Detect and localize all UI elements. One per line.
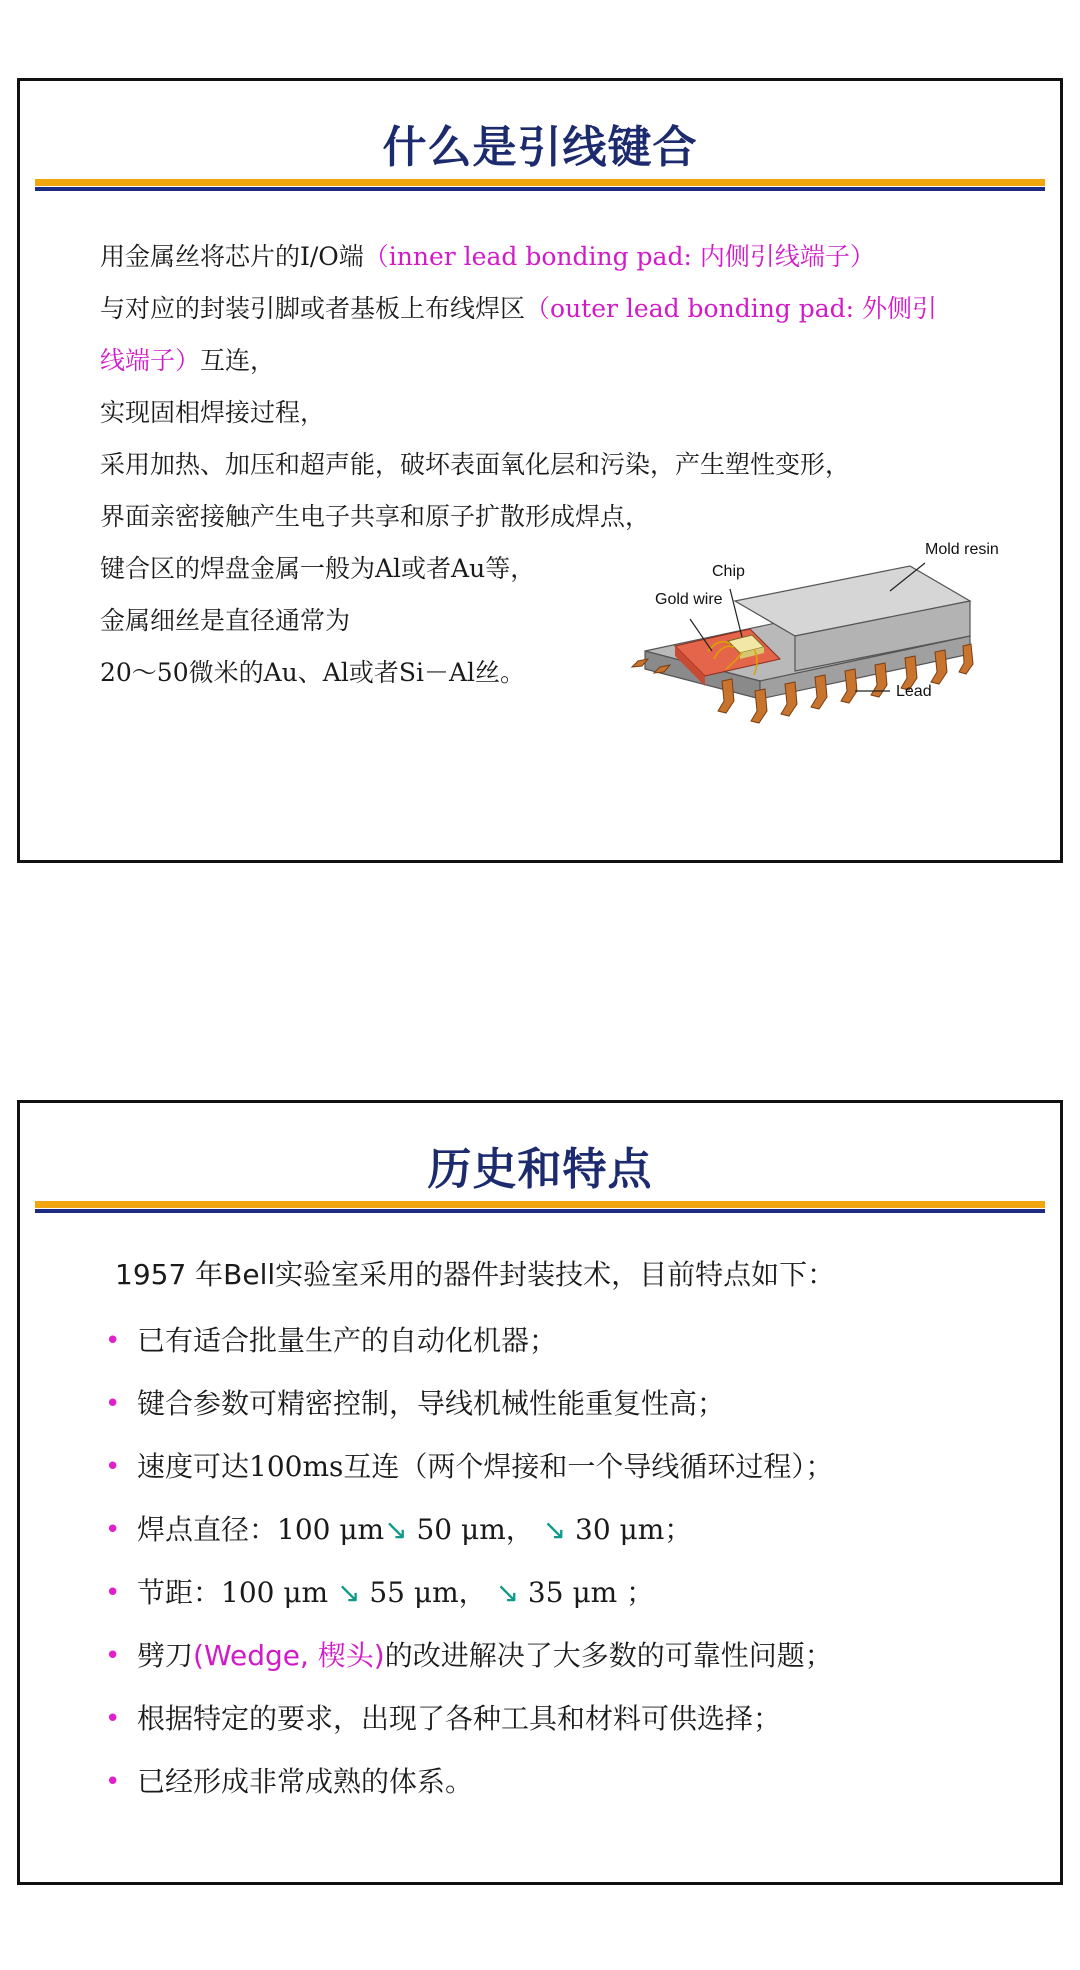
- title-divider: [35, 179, 1045, 191]
- chip-label: Chip: [712, 563, 745, 580]
- highlight-text: 线端子）: [100, 346, 201, 375]
- title-divider: [35, 1201, 1045, 1213]
- body-text: 用金属丝将芯片的I/O端: [100, 242, 364, 271]
- list-item-text: 35 μm ；: [519, 1576, 655, 1609]
- body-line: 键合区的焊盘金属一般为Al或者Au等，: [100, 554, 536, 583]
- slide-wire-bonding-definition: [17, 78, 1063, 863]
- list-item: [105, 1694, 1045, 1757]
- lead-label: Lead: [896, 683, 932, 700]
- list-item: [105, 1568, 1045, 1631]
- list-item-text: 劈刀: [137, 1639, 194, 1672]
- body-line: [100, 335, 1000, 387]
- list-item: [105, 1757, 1045, 1820]
- list-item-text: 键合参数可精密控制，导线机械性能重复性高；: [137, 1387, 726, 1420]
- bullet-icon: •: [105, 1578, 121, 1608]
- gold-wire-label: Gold wire: [655, 591, 723, 608]
- bullet-icon: •: [105, 1641, 121, 1671]
- arrow-down-right-icon: ↘: [384, 1513, 408, 1546]
- list-item-text: 55 μm，: [360, 1576, 496, 1609]
- list-item: [105, 1316, 1045, 1379]
- feature-list: [105, 1316, 1045, 1820]
- ic-package-illustration: [630, 541, 1030, 741]
- body-line: [100, 283, 1000, 335]
- arrow-down-right-icon: ↘: [337, 1576, 361, 1609]
- list-item-text: 焊点直径：100 μm: [137, 1513, 385, 1546]
- bullet-icon: •: [105, 1452, 121, 1482]
- list-item: [105, 1442, 1045, 1505]
- bullet-icon: •: [105, 1767, 121, 1797]
- highlight-text: (Wedge, 楔头): [193, 1639, 385, 1672]
- list-item-text: 已有适合批量生产的自动化机器；: [137, 1324, 558, 1357]
- intro-line: 1957 年Bell实验室采用的器件封装技术，目前特点如下：: [115, 1258, 836, 1291]
- ic-package-diagram: [630, 541, 1030, 741]
- body-line: 采用加热、加压和超声能，破坏表面氧化层和污染，产生塑性变形，: [100, 450, 851, 479]
- list-item-text: 的改进解决了大多数的可靠性问题；: [384, 1639, 833, 1672]
- slide-history-and-features: [17, 1100, 1063, 1885]
- arrow-down-right-icon: ↘: [542, 1513, 567, 1546]
- highlight-text: （inner lead bonding pad: 内侧引线端子）: [363, 242, 875, 271]
- list-item-text: 根据特定的要求，出现了各种工具和材料可供选择；: [137, 1702, 782, 1735]
- list-item-text: 30 μm；: [566, 1513, 693, 1546]
- bullet-icon: •: [105, 1704, 121, 1734]
- arrow-down-right-icon: ↘: [495, 1576, 520, 1609]
- body-line: 界面亲密接触产生电子共享和原子扩散形成焊点，: [100, 502, 651, 531]
- slide-title: 什么是引线键合: [382, 122, 698, 173]
- body-line: 实现固相焊接过程，: [100, 398, 326, 427]
- body-text: 与对应的封装引脚或者基板上布线焊区: [100, 294, 526, 323]
- body-line: [100, 231, 1000, 283]
- mold-resin-label: Mold resin: [925, 541, 999, 558]
- list-item: [105, 1505, 1045, 1568]
- list-item-text: 50 μm，: [407, 1513, 534, 1546]
- bullet-icon: •: [105, 1326, 121, 1356]
- slide-title: 历史和特点: [427, 1144, 653, 1195]
- list-item-text: 速度可达100ms互连（两个焊接和一个导线循环过程）；: [137, 1450, 834, 1483]
- body-text: 互连，: [200, 346, 276, 375]
- list-item: [105, 1631, 1045, 1694]
- bullet-icon: •: [105, 1389, 121, 1419]
- bullet-icon: •: [105, 1515, 121, 1545]
- body-line: 20～50微米的Au、Al或者Si－Al丝。: [100, 658, 526, 687]
- highlight-text: （outer lead bonding pad: 外侧引: [525, 294, 938, 323]
- list-item-text: 已经形成非常成熟的体系。: [137, 1765, 474, 1798]
- body-line: 金属细丝是直径通常为: [100, 606, 351, 635]
- list-item: [105, 1379, 1045, 1442]
- list-item-text: 节距：100 μm: [137, 1576, 337, 1609]
